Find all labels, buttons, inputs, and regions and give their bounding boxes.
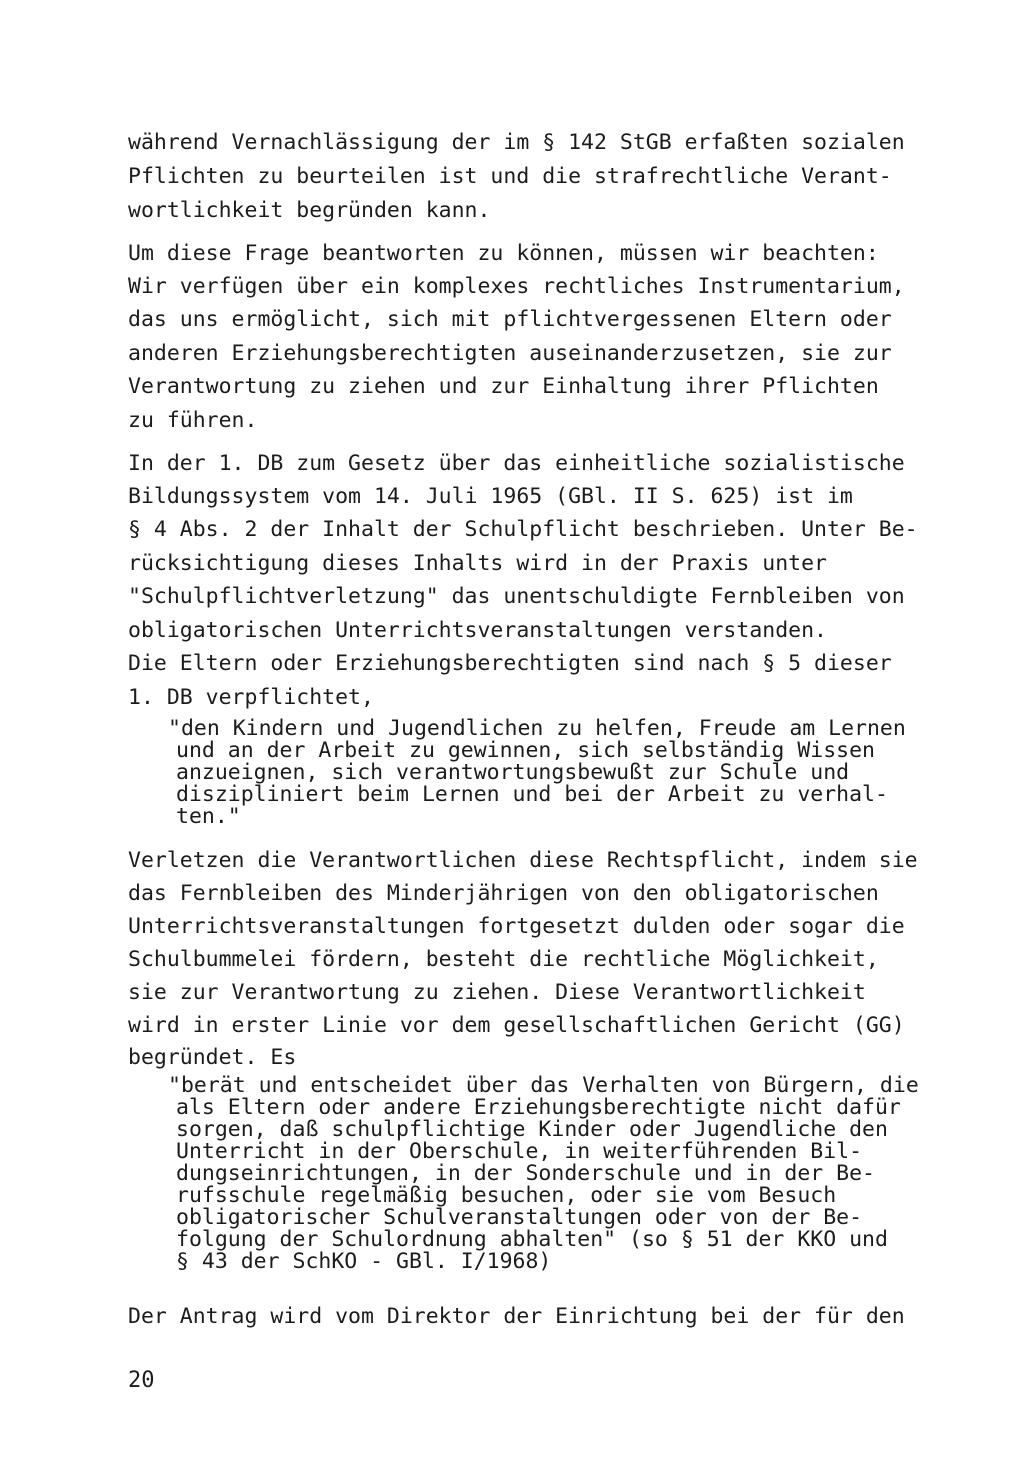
quote-line: sorgen, daß schulpflichtige Kinder oder Jugendliche den (176, 1117, 888, 1142)
text-line: Wir verfügen über ein komplexes rechtliches Instrumentarium, (128, 274, 905, 299)
text-line: § 4 Abs. 2 der Inhalt der Schulpflicht beschrieben. Unter Be- (128, 517, 918, 542)
text-line: während Vernachlässigung der im § 142 StGB erfaßten sozialen (128, 130, 905, 155)
text-line: wortlichkeit begründen kann. (128, 198, 491, 223)
quote-line: dungseinrichtungen, in der Sonderschule und in der Be- (176, 1161, 875, 1186)
quote-line: diszipliniert beim Lernen und bei der Arbeit zu verhal- (176, 782, 888, 807)
quote-line: Unterricht in der Oberschule, in weiterführenden Bil- (176, 1139, 863, 1164)
text-line: sie zur Verantwortung zu ziehen. Diese Verantwortlichkeit (128, 980, 866, 1005)
text-line: Verantwortung zu ziehen und zur Einhaltung ihrer Pflichten (128, 374, 879, 399)
page-number: 20 (128, 1368, 155, 1393)
quote-line: "den Kindern und Jugendlichen zu helfen, Freude am Lernen (168, 716, 906, 741)
text-line: wird in erster Linie vor dem gesellschaftlichen Gericht (GG) (128, 1013, 905, 1038)
text-line: "Schulpflichtverletzung" das unentschuldigte Fernbleiben von (128, 584, 905, 609)
quote-line: anzueignen, sich verantwortungsbewußt zur Schule und (176, 760, 850, 785)
quote-line: obligatorischer Schulveranstaltungen oder von der Be- (176, 1205, 863, 1230)
quote-line: als Eltern oder andere Erziehungsberechtigte nicht dafür (176, 1095, 901, 1120)
text-line: Verletzen die Verantwortlichen diese Rechtspflicht, indem sie (128, 848, 918, 873)
text-line: Um diese Frage beantworten zu können, müssen wir beachten: (128, 241, 879, 266)
text-line: anderen Erziehungsberechtigten auseinanderzusetzen, sie zur (128, 341, 892, 366)
text-line: Schulbummelei fördern, besteht die rechtliche Möglichkeit, (128, 947, 879, 972)
quote-line: ten." (176, 804, 241, 829)
quote-line: und an der Arbeit zu gewinnen, sich selbständig Wissen (176, 738, 875, 763)
quote-line: § 43 der SchKO - GBl. I/1968) (176, 1249, 552, 1274)
text-line: zu führen. (128, 408, 258, 433)
text-line: obligatorischen Unterrichtsveranstaltungen verstanden. (128, 618, 827, 643)
text-line: das Fernbleiben des Minderjährigen von den obligatorischen (128, 881, 879, 906)
text-line: Unterrichtsveranstaltungen fortgesetzt dulden oder sogar die (128, 914, 905, 939)
quote-line: rufsschule regelmäßig besuchen, oder sie vom Besuch (176, 1183, 837, 1208)
text-line: rücksichtigung dieses Inhalts wird in der Praxis unter (128, 551, 827, 576)
text-line: 1. DB verpflichtet, (128, 685, 374, 710)
text-line: das uns ermöglicht, sich mit pflichtvergessenen Eltern oder (128, 307, 892, 332)
text-line: Bildungssystem vom 14. Juli 1965 (GBl. II S. 625) ist im (128, 484, 853, 509)
quote-line: "berät und entscheidet über das Verhalten von Bürgern, die (168, 1073, 919, 1098)
text-line: In der 1. DB zum Gesetz über das einheitliche sozialistische (128, 451, 905, 476)
quote-line: folgung der Schulordnung abhalten" (so § 51 der KKO und (176, 1227, 888, 1252)
text-line: Der Antrag wird vom Direktor der Einrichtung bei der für den (128, 1304, 905, 1329)
text-line: Pflichten zu beurteilen ist und die strafrechtliche Verant- (128, 164, 892, 189)
text-line: begründet. Es (128, 1045, 297, 1070)
text-line: Die Eltern oder Erziehungsberechtigten sind nach § 5 dieser (128, 651, 892, 676)
